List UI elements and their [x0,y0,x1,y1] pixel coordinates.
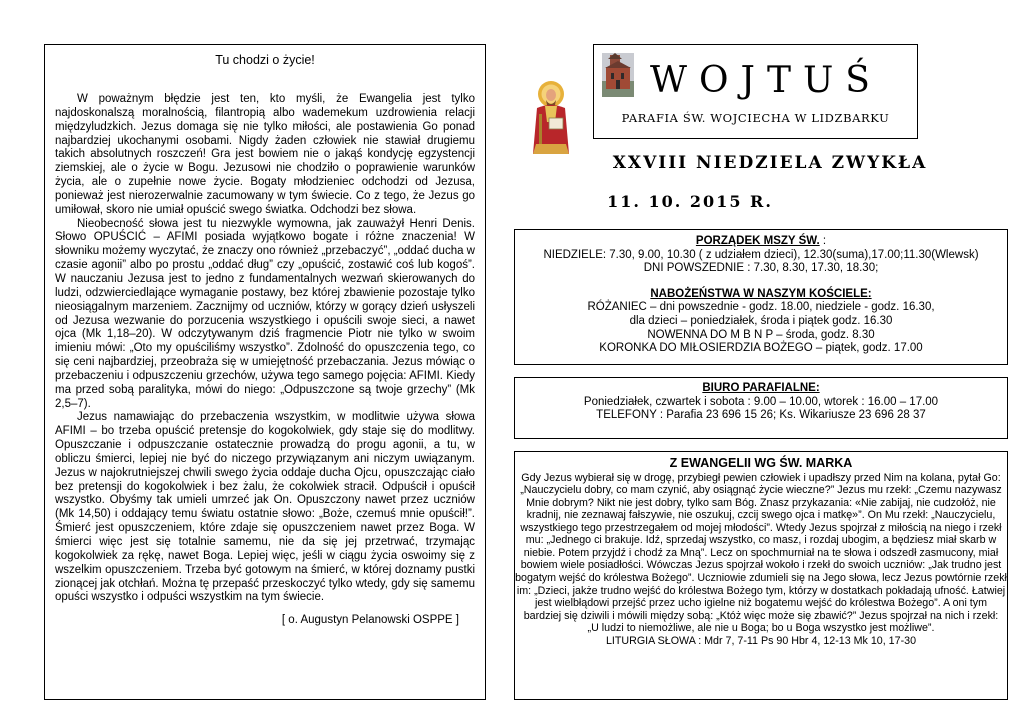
article-paragraph: Jezus namawiając do przebaczenia wszystkim, w modlitwie używa słowa AFIMI – bo trzeba opuścić pretensje do kogokolwiek, gdy staje się do modlitwy. Opuszczanie i odpuszczanie ostatecznie prowadzą do progu agonii, a tu, w obliczu śmierci, lepiej nie być do niczego przywiązanym ani niczym uwiązanym. Jezus w najokrutniejszej chwili swego życia oddaje ducha Ojcu, opuszczając ciało bez pretensji do kogokolwiek i bez żalu, że cokolwiek stracił. Odpuścił i opuścił wszystko. Obyśmy tak umieli umrzeć jak On. Opuszczony nawet przez uczniów (Mk 14,50) i oddający temu światu ostatnie słowo: „Boże, czemuś mnie opuścił!”. Śmierć jest opuszczeniem, które zdaje się opuszczeniem nawet przez Boga. W śmierci więc jest się totalnie samemu, nie da się jej przetrwać, trzymając kogokolwiek za rękę, nawet Boga. Lepiej więc, jeśli w ciągu życia oswoimy się z wszelkim opuszczeniem. Trzeba być gotowym na śmierć, w której doznamy pustki zionącej jak otchłań. Można tę przepaść przeskoczyć tylko wtedy, gdy się samemu opuści wszystko i odpuści wszystkim na tym świecie. [55,411,475,604]
article-title: Tu chodzi o życie! [215,53,315,67]
gospel-text: Gdy Jezus wybierał się w drogę, przybiegł pewien człowiek i upadłszy przed Nim na kolana, pytał Go: „Nauczycielu dobry, co mam czynić, aby osiągnąć życie wieczne?” Jezus mu rzekł: „Czemu nazywasz Mnie dobrym? Nikt nie jest dobry, tylko sam Bóg. Znasz przykazania: «Nie zabijaj, nie cudzołóż, nie kradnij, nie zeznawaj fałszywie, nie oszukuj, czcij swego ojca i matkę»”. On Mu rzekł: „Nauczycielu, wszystkiego tego przestrzegałem od mojej młodości”. Wtedy Jezus spojrzał z miłością na niego i rzekł mu: „Jednego ci brakuje. Idź, sprzedaj wszystko, co masz, i rozdaj ubogim, a będziesz miał skarb w niebie. Potem przyjdź i chodź za Mną”. Lecz on spochmurniał na te słowa i odszedł zasmucony, miał bowiem wiele posiadłości. Wówczas Jezus spojrzał wokoło i rzekł do swoich uczniów: „Jak trudno jest bogatym wejść do królestwa Bożego”. Uczniowie zdumieli się na Jego słowa, lecz Jezus powtórnie rzekł im: „Dzieci, jakże trudno wejść do królestwa Bożego tym, którzy w dostatkach pokładają ufność. Łatwiej jest wielbłądowi przejść przez ucho igielne niż bogatemu wejść do królestwa Bożego”. A oni tym bardziej się dziwili i mówili między sobą: „Któż więc może się zbawić?” Jezus spojrzał na nich i rzekł: [515,471,1007,622]
parish-office-box [514,377,1008,439]
church-photo-icon [602,53,634,97]
gospel-quote: „U ludzi to niemożliwe, ale nie u Boga; bo u Boga wszystko jest możliwe”. [587,622,935,635]
saint-adalbert-figure-icon [528,78,574,156]
office-heading: BIURO PARAFIALNE: [702,382,820,394]
article-paragraph: Nieobecność słowa jest tu niezwykle wymowna, jak zauważył Henri Denis. Słowo OPUŚCIĆ – AFIMI posiada wyjątkowo bogate i różne znaczenia! W słowniku możemy wyczytać, że znaczy ono również „przebaczyć”, „oddać ducha w czasie agonii” albo po prostu „oddać dług” czy „opuścić, zostawić coś lub kogoś”. W nauczaniu Jezusa jest to jedno z fundamentalnych wezwań skierowanych do ludzi, odzwierciedlające wymaganie postawy, bez której zbawienie pozostaje tylko nieosiągalnym marzeniem. Zacznijmy od uczniów, którzy w gorący dzień usłyszeli od Jezusa wezwanie do porzucenia wszystkiego i opuścili swoje sieci, a nawet ojca (Mk 1,18–20). W odczytywanym dziś fragmencie Piotr nie tylko w swoim imieniu mówi: „Oto my opuściliśmy wszystko”. Zdolność do opuszczenia tego, co się ceni najbardziej, przeobraża się w umiejętność przebaczania. Jezus mówiąc o przebaczeniu i odpuszczeniu grzechów, używa tego samego pojęcia: AFIMI. Kiedy ma przed sobą paralityka, mówi do niego: „Odpuszczone są twoje grzechy” (Mk 2,5–7). [55,217,475,410]
devotion-line: RÓŻANIEC – dni powszednie - godz. 18.00, niedziele - godz. 16.30, [587,301,935,314]
article-panel [44,44,486,700]
mass-schedule-heading-suffix: : [819,235,827,247]
issue-date: 11. 10. 2015 R. [607,192,773,211]
article-signature: [ o. Augustyn Pelanowski OSPPE ] [281,614,459,627]
liturgy-readings: LITURGIA SŁOWA : Mdr 7, 7-11 Ps 90 Hbr 4, 12-13 Mk 10, 17-30 [605,634,917,647]
devotion-line: dla dzieci – poniedziałek, środa i piątek godz. 16.30 [629,314,893,327]
gospel-box [514,451,1008,700]
schedule-line: NIEDZIELE: 7.30, 9.00, 10.30 ( z udziałem dzieci), 12.30(suma),17.00;11.30(Wlewsk) [543,248,979,261]
office-phones: TELEFONY : Parafia 23 696 15 26; Ks. Wikariusze 23 696 28 37 [596,409,926,422]
article-body [55,93,475,605]
mass-schedule-heading: PORZĄDEK MSZY ŚW. [695,235,820,247]
devotions-heading: NABOŻEŃSTWA W NASZYM KOŚCIELE: [650,287,872,300]
parish-subtitle: PARAFIA ŚW. WOJCIECHA W LIDZBARKU [621,111,890,125]
devotion-line: KORONKA DO MIŁOSIERDZIA BOŻEGO – piątek, godz. 17.00 [599,342,923,355]
office-hours: Poniedziałek, czwartek i sobota : 9.00 – 10.00, wtorek : 16.00 – 17.00 [583,395,939,408]
schedule-line: DNI POWSZEDNIE : 7.30, 8.30, 17.30, 18.30; [643,262,879,275]
article-paragraph: W poważnym błędzie jest ten, kto myśli, że Ewangelia jest tylko najdoskonalszą moralnością, filantropią albo wademekum uzdrowienia relacji międzyludzkich. Jezus domaga się nie tylko miłości, ale postawienia Go ponad najbardziej ukochanymi osobami. Nigdy żaden człowiek nie stawiał drugiemu takich absolutnych roszczeń! Gra jest bowiem nie o jakąś kondycję egzystencji ziemskiej, ale o życie w Bogu. Jezusowi nie chodziło o poprawienie warunków życia, ale o zupełnie nowe życie. Bogaty młodzieniec odchodzi od Jezusa, ponieważ jest nierozerwalnie zacumowany w tym świecie. Co z tego, że Jezus go umiłował, skoro nie umiał opuścić swego światka. Odchodzi bez słowa. [55,93,475,216]
devotion-line: NOWENNA DO M B N P – środa, godz. 8.30 [647,328,875,341]
newsletter-title: WOJTUŚ [650,60,882,101]
gospel-heading: Z EWANGELII WG ŚW. MARKA [669,456,853,470]
masthead [593,44,918,139]
mass-schedule-box [514,229,1008,365]
liturgical-sunday: XXVIII NIEDZIELA ZWYKŁA [612,153,928,173]
